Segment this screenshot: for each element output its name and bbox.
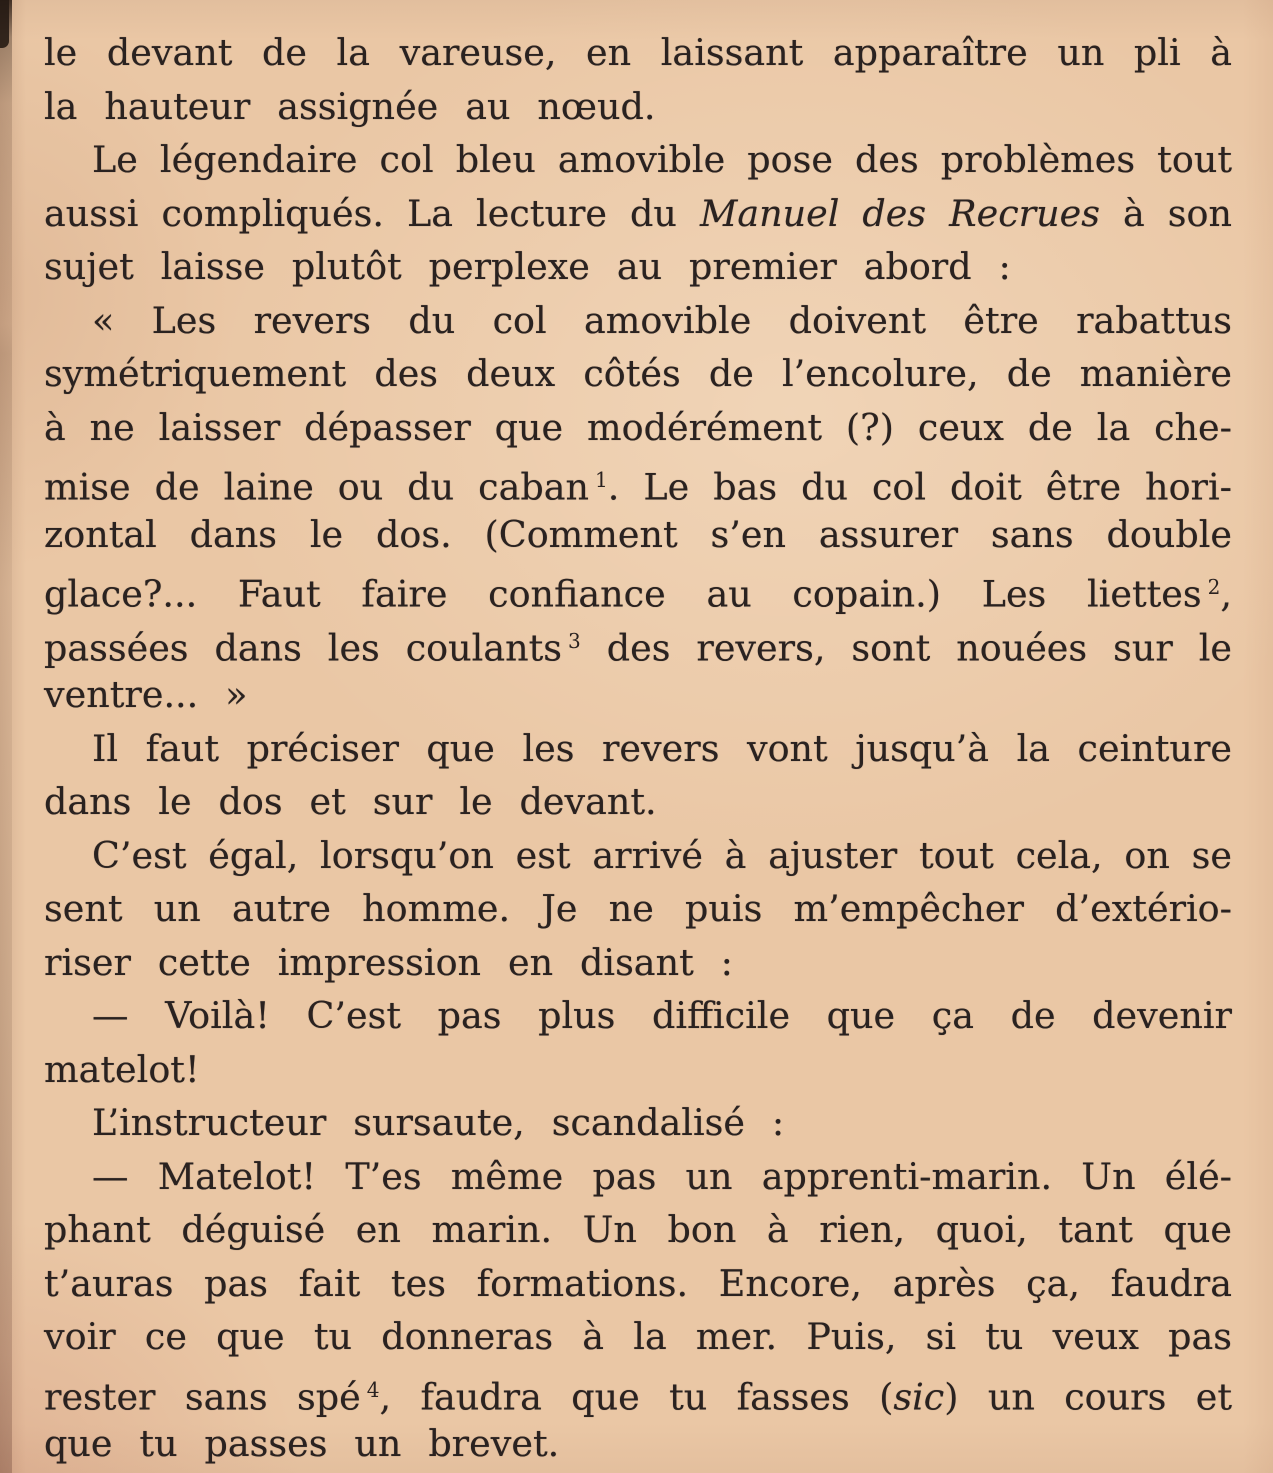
text-segment: ventre... » bbox=[44, 673, 248, 716]
text-line bbox=[44, 1043, 1232, 1097]
text-line bbox=[44, 1257, 1232, 1311]
text-segment: phant déguisé en marin. Un bon à rien, quoi, tant que bbox=[44, 1208, 1232, 1251]
text-line bbox=[44, 1364, 1232, 1418]
sic-italic: sic bbox=[893, 1374, 945, 1418]
text-line bbox=[44, 187, 1232, 241]
text-segment: — Voilà! C’est pas plus difficile que ça de devenir bbox=[92, 994, 1232, 1037]
text-line bbox=[44, 26, 1232, 80]
text-line bbox=[44, 80, 1232, 134]
text-line bbox=[44, 240, 1232, 294]
text-segment: L’instructeur sursaute, scandalisé : bbox=[92, 1101, 785, 1144]
text-line bbox=[44, 668, 1232, 722]
scan-corner-mark bbox=[0, 0, 9, 48]
text-segment: — Matelot! T’es même pas un apprenti-marin. Un élé- bbox=[92, 1154, 1232, 1198]
footnote-marker: 2 bbox=[1207, 575, 1221, 599]
text-segment: sujet laisse plutôt perplexe au premier abord : bbox=[44, 245, 1011, 288]
text-segment: t’auras pas fait tes formations. Encore, après ça, faudra bbox=[44, 1261, 1232, 1305]
text-segment: que tu passes un brevet. bbox=[44, 1422, 560, 1465]
text-segment: riser cette impression en disant : bbox=[44, 940, 733, 984]
page-text bbox=[44, 26, 1232, 1471]
text-line bbox=[44, 722, 1232, 776]
text-line bbox=[44, 561, 1232, 615]
text-segment: C’est égal, lorsqu’on est arrivé à ajuster tout cela, on se bbox=[92, 833, 1232, 877]
text-line bbox=[44, 1096, 1232, 1150]
text-segment: « Les revers du col amovible doivent être rabattus bbox=[92, 298, 1232, 342]
text-segment: dans le dos et sur le devant. bbox=[44, 780, 657, 823]
text-line bbox=[44, 347, 1232, 401]
text-segment: à ne laisser dépasser que modérément (?) ceux de la che- bbox=[44, 405, 1232, 449]
text-segment: à son bbox=[1099, 191, 1233, 235]
text-segment: voir ce que tu donneras à la mer. Puis, si tu veux pas bbox=[44, 1315, 1232, 1358]
footnote-marker: 4 bbox=[366, 1377, 380, 1402]
text-segment: symétriquement des deux côtés de l’encolure, de manière bbox=[44, 352, 1232, 395]
text-segment: ) un cours et bbox=[944, 1374, 1232, 1418]
text-line bbox=[44, 508, 1232, 562]
text-line bbox=[44, 454, 1232, 508]
text-segment: sent un autre homme. Je ne puis m’empêcher d’extério- bbox=[44, 887, 1232, 930]
text-segment: rester sans spé bbox=[44, 1374, 361, 1418]
text-line bbox=[44, 829, 1232, 883]
text-segment: passées dans les coulants bbox=[44, 625, 563, 669]
book-title-italic: Manuel des Recrues bbox=[699, 191, 1100, 235]
text-segment: zontal dans le dos. (Comment s’en assurer sans double bbox=[44, 512, 1232, 556]
scan-edge-shadow bbox=[0, 0, 12, 1473]
text-segment: glace?... Faut faire confiance au copain.) Les liettes bbox=[44, 572, 1202, 616]
text-segment: , faudra que tu fasses ( bbox=[379, 1374, 894, 1418]
text-line bbox=[44, 1417, 1232, 1471]
text-line bbox=[44, 936, 1232, 990]
text-line bbox=[44, 775, 1232, 829]
footnote-marker: 1 bbox=[595, 468, 608, 492]
text-segment: Il faut préciser que les revers vont jusqu’à la ceinture bbox=[92, 726, 1232, 770]
text-segment: la hauteur assignée au nœud. bbox=[44, 84, 656, 128]
text-segment: aussi compliqués. La lecture du bbox=[44, 191, 700, 235]
text-line bbox=[44, 989, 1232, 1043]
text-line bbox=[44, 1310, 1232, 1364]
text-line bbox=[44, 294, 1232, 348]
text-segment: Le légendaire col bleu amovible pose des problèmes tout bbox=[92, 138, 1232, 181]
text-segment: des revers, sont nouées sur le bbox=[580, 625, 1232, 669]
text-segment: matelot! bbox=[44, 1047, 200, 1091]
text-line bbox=[44, 615, 1232, 669]
text-line bbox=[44, 1203, 1232, 1257]
text-line bbox=[44, 1150, 1232, 1204]
text-segment: mise de laine ou du caban bbox=[44, 465, 590, 509]
footnote-marker: 3 bbox=[568, 628, 581, 653]
text-line bbox=[44, 882, 1232, 936]
text-line bbox=[44, 133, 1232, 187]
text-segment: , bbox=[1220, 572, 1232, 616]
text-segment: le devant de la vareuse, en laissant apparaître un pli à bbox=[44, 31, 1232, 74]
text-segment: . Le bas du col doit être hori- bbox=[607, 465, 1232, 509]
text-line bbox=[44, 401, 1232, 455]
